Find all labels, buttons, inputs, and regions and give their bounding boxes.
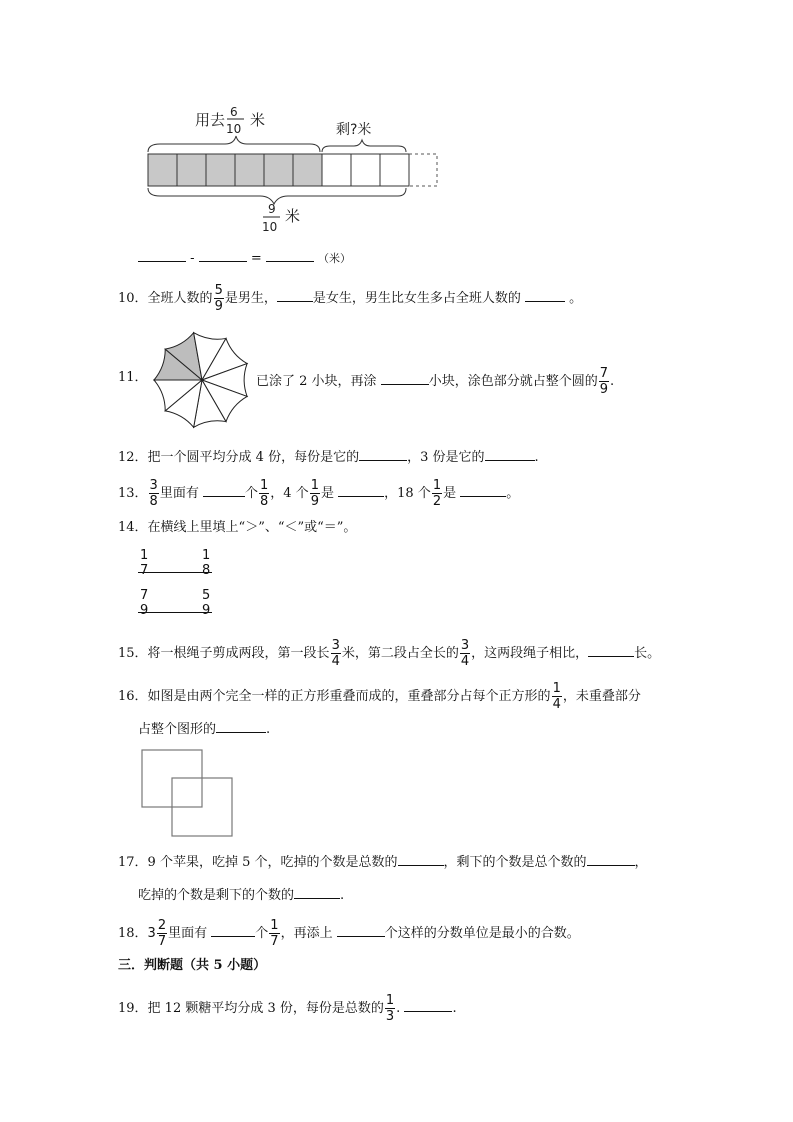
- bar-cell-used: [148, 154, 177, 186]
- q17-text-2: ，剩下的个数是总个数的: [443, 855, 587, 870]
- q19-text-3: .: [452, 1001, 457, 1016]
- q14-text-1: 在横线上里填上“＞”、“＜”或“＝”。: [147, 520, 357, 535]
- q16-number: 16．: [118, 689, 148, 704]
- q15-text-4: 长。: [634, 646, 661, 661]
- used-label: 用去: [195, 111, 226, 129]
- bar-cell-used: [235, 154, 264, 186]
- q10-text-2: 是男生，: [224, 291, 277, 306]
- q9-answer-line: [138, 247, 351, 269]
- section-3-title: 三．判断题（共 5 小题）: [118, 958, 267, 973]
- q11-fraction: $\frac{7}{9}$: [599, 366, 608, 397]
- q13-text-1: 里面有: [159, 486, 199, 501]
- q9-unit: （米）: [318, 252, 352, 265]
- q18-text-1: 里面有: [168, 926, 208, 941]
- q11-text-3: .: [609, 374, 615, 389]
- q11-number: 11．: [118, 370, 148, 385]
- q9-blank-1[interactable]: [138, 247, 186, 262]
- q13-text-5: ，18 个: [384, 486, 431, 501]
- bar-cell-remaining: [351, 154, 380, 186]
- question-12: [118, 446, 539, 468]
- q16-overlapping-squares: [140, 748, 236, 840]
- q13-blank-1[interactable]: [203, 482, 245, 497]
- question-17-cont: [138, 884, 344, 906]
- bar-cell-used: [177, 154, 206, 186]
- q16-blank[interactable]: [216, 718, 266, 733]
- q17-text-1: 9 个苹果，吃掉 5 个，吃掉的个数是总数的: [147, 855, 398, 870]
- q15-fraction-1: $\frac{3}{4}$: [331, 638, 340, 669]
- used-frac-den: 10: [226, 122, 242, 136]
- q10-text-3: 是女生，男生比女生多占全班人数的: [312, 291, 521, 306]
- question-17: [118, 851, 648, 873]
- q18-mixed-whole: 3: [147, 926, 156, 941]
- q15-blank[interactable]: [588, 642, 634, 657]
- q16-text-3: 占整个图形的: [138, 722, 217, 737]
- q16-text-2: ，未重叠部分: [562, 689, 641, 704]
- question-19: [118, 993, 457, 1024]
- bar-cell-used: [264, 154, 293, 186]
- q12-text-2: ，3 份是它的: [407, 450, 485, 465]
- fraction-bar-diagram: [140, 100, 445, 240]
- q10-fraction: $\frac{5}{9}$: [214, 283, 223, 314]
- q13-blank-3[interactable]: [460, 482, 506, 497]
- question-13: [118, 478, 519, 509]
- q9-equals: =: [250, 251, 262, 266]
- q14-row2-right-fraction: 5 9: [202, 588, 211, 618]
- q11-text-1: 已涂了 2 小块，再涂: [256, 374, 377, 389]
- q15-text-1: 将一根绳子剪成两段，第一段长: [147, 646, 330, 661]
- q12-blank-1[interactable]: [359, 446, 407, 461]
- remain-brace: [322, 140, 406, 152]
- q15-number: 15．: [118, 646, 148, 661]
- question-14: [118, 518, 356, 538]
- q11-text-2: 小块，涂色部分就占整个圆的: [428, 374, 598, 389]
- question-15: [118, 638, 660, 669]
- q17-blank-3[interactable]: [294, 884, 340, 899]
- q13-text-4: 是: [320, 486, 334, 501]
- q9-blank-2[interactable]: [199, 247, 247, 262]
- q12-text-1: 把一个圆平均分成 4 份，每份是它的: [147, 450, 360, 465]
- q14-number: 14．: [118, 520, 148, 535]
- q13-fraction-4: $\frac{1}{2}$: [432, 478, 442, 509]
- q16-text-1: 如图是由两个完全一样的正方形重叠而成的，重叠部分占每个正方形的: [147, 689, 551, 704]
- q14-row2-left-fraction: 7 9: [140, 588, 149, 618]
- q18-fraction: $\frac{2}{7}$: [157, 918, 167, 949]
- q18-number: 18．: [118, 926, 148, 941]
- q12-blank-2[interactable]: [485, 446, 535, 461]
- q18-fraction-2: $\frac{1}{7}$: [270, 918, 279, 949]
- bar-dashed-extension: [409, 154, 437, 186]
- q10-text-4: 。: [569, 291, 583, 306]
- q17-number: 17．: [118, 855, 148, 870]
- q13-text-3: ，4 个: [270, 486, 309, 501]
- q19-text-1: 把 12 颗糖平均分成 3 份，每份是总数的: [147, 1001, 384, 1016]
- q13-number: 13．: [118, 486, 148, 501]
- q9-blank-3[interactable]: [266, 247, 314, 262]
- question-16: [118, 681, 641, 712]
- q17-blank-2[interactable]: [587, 851, 635, 866]
- q13-fraction-2: $\frac{1}{8}$: [260, 478, 269, 509]
- used-brace: [148, 136, 320, 152]
- q15-fraction-2: $\frac{3}{4}$: [460, 638, 470, 669]
- q13-text-2: 个: [244, 486, 258, 501]
- bar-cell-remaining: [380, 154, 409, 186]
- question-18: [118, 918, 580, 949]
- q17-blank-1[interactable]: [398, 851, 444, 866]
- q13-text-6: 是: [443, 486, 457, 501]
- q18-text-3: ，再添上: [280, 926, 333, 941]
- q10-number: 10．: [118, 291, 148, 306]
- q11-blank[interactable]: [381, 370, 429, 385]
- q13-text-7: 。: [506, 486, 520, 501]
- q14-row1-answer-line[interactable]: [138, 572, 212, 573]
- q14-row2-answer-line[interactable]: [138, 612, 212, 613]
- q18-blank-1[interactable]: [211, 922, 255, 937]
- q14-row1-right-fraction: 1 8: [202, 548, 211, 578]
- total-frac-den: 10: [262, 220, 278, 234]
- q17-text-5: .: [340, 888, 345, 903]
- q18-blank-2[interactable]: [337, 922, 385, 937]
- q16-fraction: $\frac{1}{4}$: [552, 681, 561, 712]
- q13-fraction-1: $\frac{3}{8}$: [149, 478, 158, 509]
- question-11: [256, 366, 614, 397]
- q9-minus: -: [190, 251, 195, 266]
- remain-label: 剩?米: [336, 122, 372, 138]
- q10-blank-1[interactable]: [277, 287, 313, 302]
- bar-cell-used: [293, 154, 322, 186]
- total-frac-num: 9: [268, 202, 276, 216]
- bar-cell-remaining: [322, 154, 351, 186]
- q19-fraction: $\frac{1}{3}$: [385, 993, 395, 1024]
- total-unit: 米: [285, 207, 301, 225]
- q17-text-4: 吃掉的个数是剩下的个数的: [138, 888, 295, 903]
- q12-text-3: .: [534, 450, 539, 465]
- q14-compare-row-1: [138, 548, 218, 582]
- question-16-cont: [138, 718, 270, 740]
- q19-blank[interactable]: [404, 997, 452, 1012]
- q14-row1-left-fraction: 1 7: [140, 548, 149, 578]
- q15-text-3: ，这两段绳子相比，: [471, 646, 589, 661]
- q16-text-4: .: [266, 722, 271, 737]
- q17-text-3: ，: [634, 855, 648, 870]
- q18-text-4: 个这样的分数单位是最小的合数。: [384, 926, 580, 941]
- q13-fraction-3: $\frac{1}{9}$: [310, 478, 319, 509]
- q12-number: 12．: [118, 450, 148, 465]
- q13-blank-2[interactable]: [338, 482, 384, 497]
- used-frac-num: 6: [230, 105, 238, 119]
- used-unit: 米: [250, 111, 266, 129]
- q11-pie-circle: [150, 330, 255, 432]
- q19-text-2: .: [396, 1001, 401, 1016]
- bar-cell-used: [206, 154, 235, 186]
- q15-text-2: 米，第二段占全长的: [341, 646, 459, 661]
- question-10: [118, 283, 582, 314]
- q18-text-2: 个: [255, 926, 269, 941]
- q14-compare-row-2: [138, 588, 218, 622]
- q10-text-1: 全班人数的: [147, 291, 213, 306]
- q19-number: 19．: [118, 1001, 148, 1016]
- total-brace: [148, 188, 406, 204]
- q10-blank-2[interactable]: [525, 287, 565, 302]
